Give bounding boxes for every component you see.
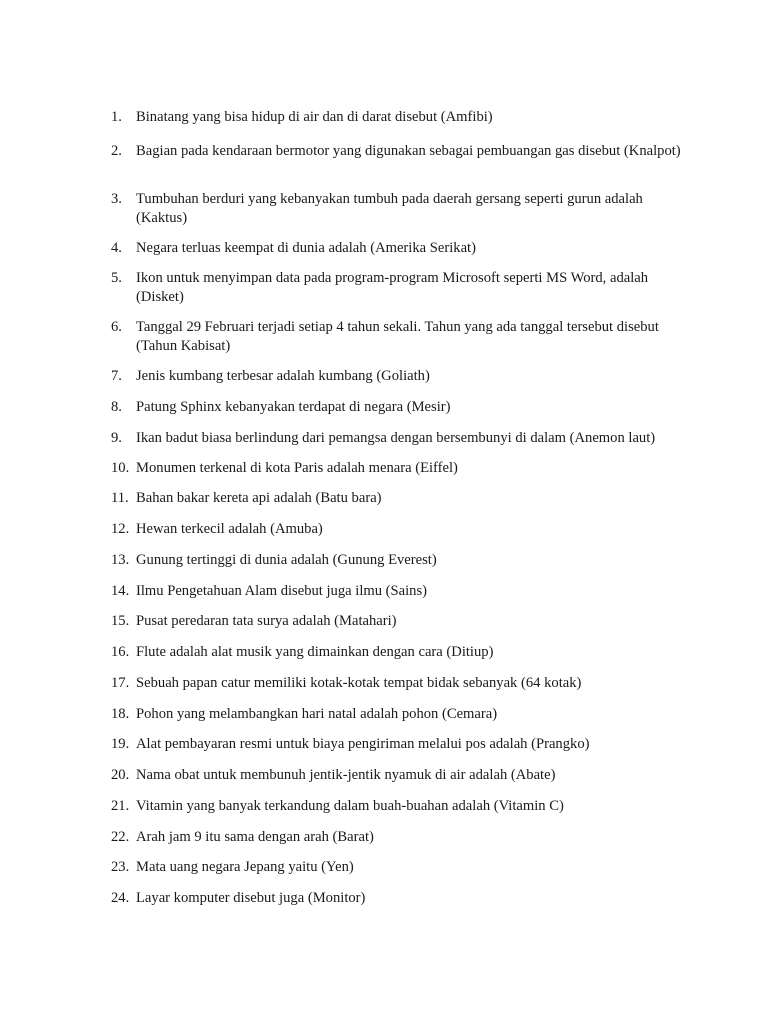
item-number: 1.	[111, 109, 122, 125]
item-number: 4.	[111, 240, 122, 256]
item-text: Arah jam 9 itu sama dengan arah (Barat)	[136, 829, 374, 845]
item-text: Bahan bakar kereta api adalah (Batu bara)	[136, 490, 382, 506]
item-text: Tumbuhan berduri yang kebanyakan tumbuh pada daerah gersang seperti gurun adalah (Kaktus)	[136, 191, 643, 226]
item-number: 24.	[111, 890, 130, 906]
item-text: Alat pembayaran resmi untuk biaya pengiriman melalui pos adalah (Prangko)	[136, 736, 590, 752]
item-text: Sebuah papan catur memiliki kotak-kotak tempat bidak sebanyak (64 kotak)	[136, 675, 582, 691]
item-number: 9.	[111, 430, 122, 446]
item-number: 21.	[111, 798, 130, 814]
item-number: 3.	[111, 191, 122, 207]
item-number: 14.	[111, 583, 130, 599]
item-text: Hewan terkecil adalah (Amuba)	[136, 521, 323, 537]
item-text: Layar komputer disebut juga (Monitor)	[136, 890, 366, 906]
item-text: Pohon yang melambangkan hari natal adalah pohon (Cemara)	[136, 706, 498, 722]
item-text: Binatang yang bisa hidup di air dan di darat disebut (Amfibi)	[136, 109, 493, 125]
item-number: 5.	[111, 270, 122, 286]
item-number: 17.	[111, 675, 130, 691]
item-text: Gunung tertinggi di dunia adalah (Gunung Everest)	[136, 552, 437, 568]
item-text: Negara terluas keempat di dunia adalah (Amerika Serikat)	[136, 240, 476, 256]
item-number: 22.	[111, 829, 130, 845]
item-text: Patung Sphinx kebanyakan terdapat di negara (Mesir)	[136, 399, 451, 415]
item-text: Ikon untuk menyimpan data pada program-program Microsoft seperti MS Word, adalah (Disket)	[136, 270, 649, 305]
item-number: 8.	[111, 399, 122, 415]
item-number: 7.	[111, 368, 122, 384]
item-text: Pusat peredaran tata surya adalah (Matahari)	[136, 613, 397, 629]
item-text: Vitamin yang banyak terkandung dalam buah-buahan adalah (Vitamin C)	[136, 798, 564, 814]
item-number: 2.	[111, 143, 122, 159]
item-number: 11.	[111, 490, 129, 506]
item-text: Mata uang negara Jepang yaitu (Yen)	[136, 859, 354, 875]
item-text: Monumen terkenal di kota Paris adalah menara (Eiffel)	[136, 460, 458, 476]
item-number: 6.	[111, 319, 122, 335]
item-number: 23.	[111, 859, 130, 875]
item-text: Bagian pada kendaraan bermotor yang digunakan sebagai pembuangan gas disebut (Knalpot)	[136, 143, 681, 159]
item-number: 18.	[111, 706, 130, 722]
item-number: 20.	[111, 767, 130, 783]
item-text: Nama obat untuk membunuh jentik-jentik nyamuk di air adalah (Abate)	[136, 767, 556, 783]
item-number: 16.	[111, 644, 130, 660]
item-text: Tanggal 29 Februari terjadi setiap 4 tahun sekali. Tahun yang ada tanggal tersebut disebut (Tahun Kabisat)	[136, 319, 659, 354]
item-number: 13.	[111, 552, 130, 568]
item-text: Ilmu Pengetahuan Alam disebut juga ilmu (Sains)	[136, 583, 428, 599]
item-number: 10.	[111, 460, 130, 476]
item-number: 12.	[111, 521, 130, 537]
item-text: Ikan badut biasa berlindung dari pemangsa dengan bersembunyi di dalam (Anemon laut)	[136, 430, 656, 446]
item-text: Jenis kumbang terbesar adalah kumbang (Goliath)	[136, 368, 430, 384]
item-number: 15.	[111, 613, 130, 629]
item-number: 19.	[111, 736, 130, 752]
item-text: Flute adalah alat musik yang dimainkan dengan cara (Ditiup)	[136, 644, 494, 660]
